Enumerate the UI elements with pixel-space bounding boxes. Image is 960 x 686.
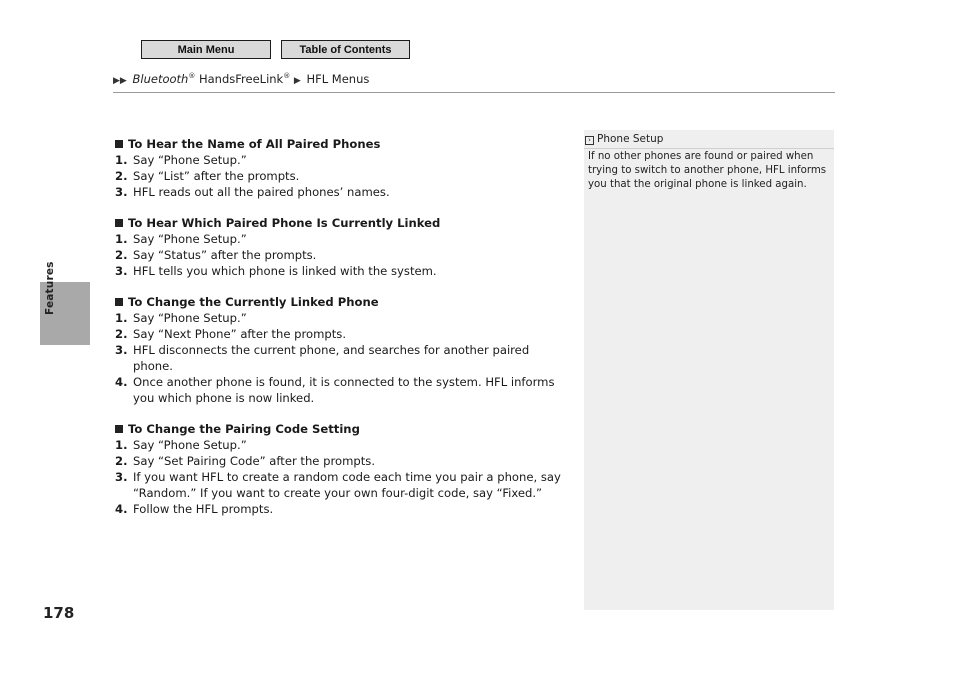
side-note-panel xyxy=(584,130,834,610)
side-note-body: If no other phones are found or paired when trying to switch to another phone, HFL informs you that the original phone is linked again. xyxy=(588,151,827,190)
breadcrumb-arrow-icon: ▶▶ xyxy=(113,76,127,86)
list-item: 1. Say “Phone Setup.” xyxy=(115,153,247,167)
breadcrumb-handsfreelink[interactable]: HandsFreeLink xyxy=(195,72,284,86)
section-title: To Change the Currently Linked Phone xyxy=(128,295,379,309)
registered-mark: ® xyxy=(283,72,291,81)
breadcrumb xyxy=(113,72,369,86)
section-title: To Hear the Name of All Paired Phones xyxy=(128,137,381,151)
list-item: 4. Follow the HFL prompts. xyxy=(115,502,274,516)
side-tab-label: Features xyxy=(44,261,56,315)
section-hear-all-paired xyxy=(115,136,565,200)
breadcrumb-arrow-icon: ▶ xyxy=(293,76,301,86)
section-title: To Hear Which Paired Phone Is Currently Linked xyxy=(128,216,441,230)
table-of-contents-button[interactable]: Table of Contents xyxy=(281,40,410,59)
square-bullet-icon xyxy=(115,219,123,227)
main-content xyxy=(115,136,565,532)
section-title: To Change the Pairing Code Setting xyxy=(128,422,360,436)
list-item: 1. Say “Phone Setup.” xyxy=(115,438,247,452)
list-item: 3. HFL tells you which phone is linked with the system. xyxy=(115,264,437,278)
registered-mark: ® xyxy=(188,72,196,81)
list-item: 2. Say “List” after the prompts. xyxy=(115,169,300,183)
main-menu-button[interactable]: Main Menu xyxy=(141,40,271,59)
square-bullet-icon xyxy=(115,298,123,306)
page-number: 178 xyxy=(43,604,75,622)
list-item: 3. HFL reads out all the paired phones’ names. xyxy=(115,185,390,199)
list-item: 2. Say “Status” after the prompts. xyxy=(115,248,317,262)
section-pairing-code xyxy=(115,421,565,517)
list-item: 2. Say “Next Phone” after the prompts. xyxy=(115,327,347,341)
square-bullet-icon xyxy=(115,425,123,433)
note-marker-icon: › xyxy=(585,136,594,145)
list-item: 3. If you want HFL to create a random code each time you pair a phone, say “Random.” If you want to create your own four-digit code, say “Fixed.” xyxy=(115,470,561,500)
side-note-heading: Phone Setup xyxy=(597,133,664,145)
list-item: 2. Say “Set Pairing Code” after the prompts. xyxy=(115,454,376,468)
breadcrumb-hfl-menus: HFL Menus xyxy=(306,72,370,86)
square-bullet-icon xyxy=(115,140,123,148)
side-note-divider xyxy=(584,148,834,149)
list-item: 1. Say “Phone Setup.” xyxy=(115,232,247,246)
breadcrumb-bluetooth[interactable]: Bluetooth xyxy=(132,72,189,86)
list-item: 4. Once another phone is found, it is connected to the system. HFL informs you which phone is now linked. xyxy=(115,375,555,405)
header-divider xyxy=(113,92,835,93)
section-currently-linked xyxy=(115,215,565,279)
section-change-linked xyxy=(115,294,565,406)
list-item: 3. HFL disconnects the current phone, and searches for another paired phone. xyxy=(115,343,530,373)
list-item: 1. Say “Phone Setup.” xyxy=(115,311,247,325)
